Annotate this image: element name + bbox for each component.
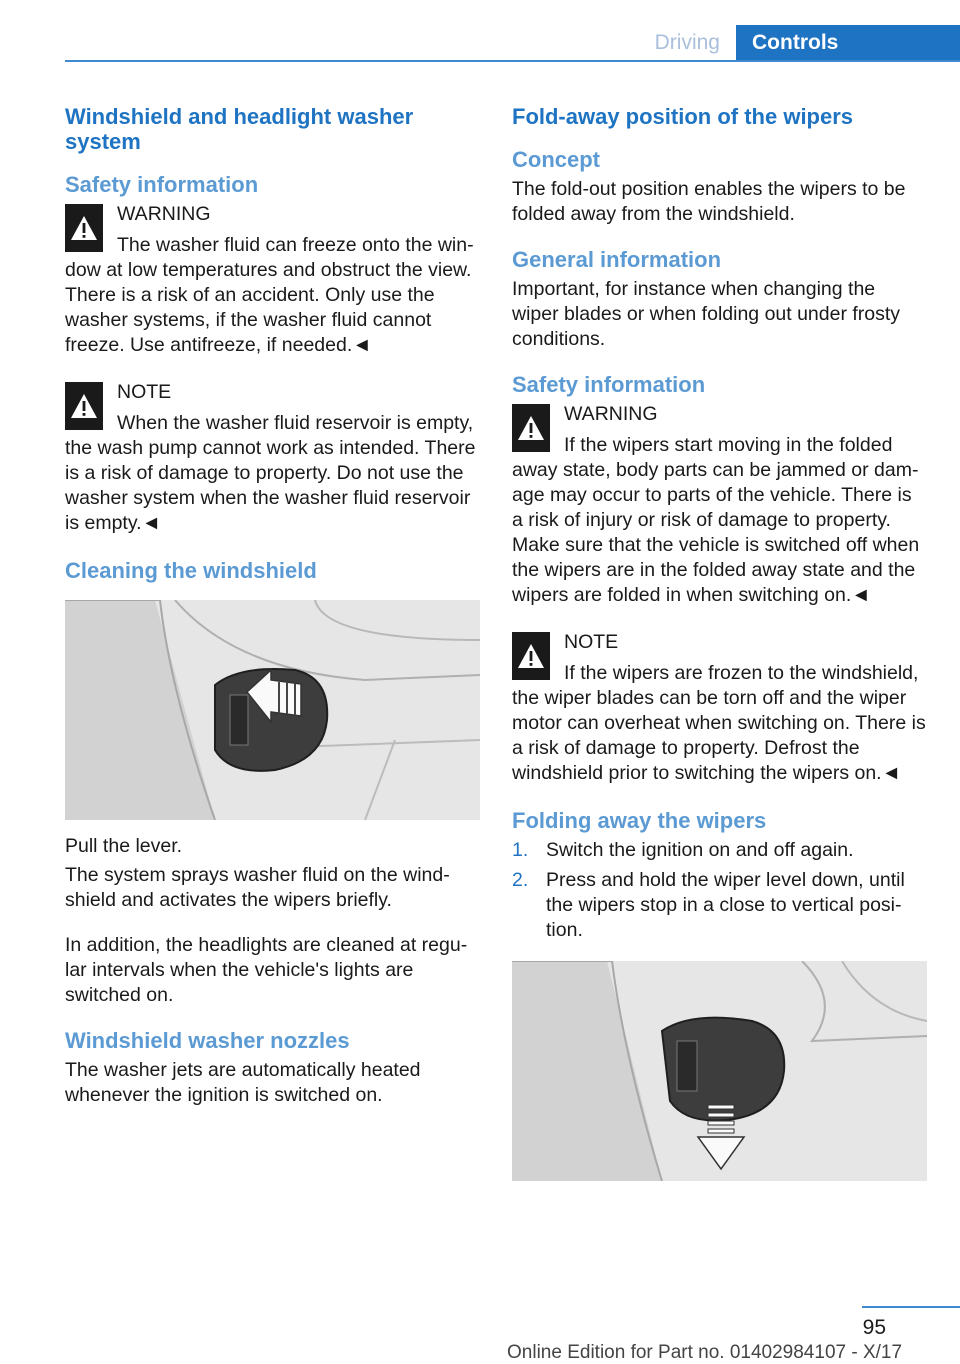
general-text: Important, for instance when changing the wiper blades or when folding out under frosty conditions. bbox=[512, 278, 901, 350]
left-column bbox=[65, 104, 480, 1120]
heading-general-information: General information bbox=[512, 247, 722, 272]
note-text: If the wipers are frozen to the windshield, the wiper blades can be torn off and the wiper motor can overheat when switching on. There is a risk of damage to property. Defrost the windshield prior to switching the wipers on.◄ bbox=[512, 662, 926, 784]
step-text: Press and hold the wiper level down, until the wipers stop in a close to vertical posi-tion. bbox=[546, 869, 905, 941]
note-box-right bbox=[512, 630, 927, 786]
wiper-lever-down-illustration bbox=[512, 961, 927, 1181]
header-rule bbox=[65, 60, 960, 62]
list-item bbox=[512, 868, 927, 943]
page-header bbox=[622, 25, 960, 61]
heading-washer-nozzles: Windshield washer nozzles bbox=[65, 1028, 350, 1053]
warning-box bbox=[65, 202, 480, 358]
header-chapter-controls: Controls bbox=[736, 25, 960, 61]
nozzles-text: The washer jets are automatically heated whenever the ignition is switched on. bbox=[65, 1059, 421, 1106]
sprays-text: The system sprays washer fluid on the wind-shield and activates the wipers briefly. bbox=[65, 864, 450, 911]
warning-triangle-icon bbox=[65, 204, 103, 252]
footer-rule bbox=[862, 1306, 960, 1308]
list-item bbox=[512, 838, 927, 863]
warning-text: If the wipers start moving in the folded away state, body parts can be jammed or dam-age may occur to parts of the vehicle. There is a risk of injury or risk of damage to property. Make sure that the vehicle is switched off when the wipers are in the folded away state and the wipers are folded in when switching on.◄ bbox=[512, 434, 920, 606]
folding-steps-list bbox=[512, 838, 927, 943]
warning-label: WARNING bbox=[564, 403, 658, 425]
warning-label: WARNING bbox=[117, 203, 211, 225]
step-number: 2. bbox=[512, 869, 529, 891]
note-label: NOTE bbox=[564, 631, 619, 653]
heading-folding-away: Folding away the wipers bbox=[512, 808, 767, 833]
warning-text: The washer fluid can freeze onto the win-dow at low temperatures and obstruct the view. There is a risk of an accident. Only use the washer systems, if the washer fluid cannot freeze. Use antifreeze, if needed.◄ bbox=[65, 234, 474, 356]
section-title-washer: Windshield and headlight washer system bbox=[65, 104, 414, 154]
edition-text: Online Edition for Part no. 01402984107 - X/17 bbox=[507, 1342, 903, 1363]
pull-lever-text: Pull the lever. bbox=[65, 835, 183, 857]
concept-text: The fold-out position enables the wipers to be folded away from the windshield. bbox=[512, 178, 906, 225]
right-column bbox=[512, 104, 927, 1195]
headlights-text: In addition, the headlights are cleaned at regu-lar intervals when the vehicle's lights are switched on. bbox=[65, 934, 468, 1006]
note-box bbox=[65, 380, 480, 536]
heading-safety-information: Safety information bbox=[65, 172, 259, 197]
heading-concept: Concept bbox=[512, 147, 600, 172]
note-text: When the washer fluid reservoir is empty, the wash pump cannot work as intended. There is a risk of damage to property. Do not use the washer system when the washer fluid reservoir is empty.◄ bbox=[65, 412, 476, 534]
heading-safety-information-right: Safety information bbox=[512, 372, 706, 397]
note-triangle-icon bbox=[512, 632, 550, 680]
header-section-driving: Driving bbox=[654, 31, 720, 54]
wiper-lever-pull-illustration bbox=[65, 600, 480, 820]
step-text: Switch the ignition on and off again. bbox=[546, 839, 854, 861]
note-triangle-icon bbox=[65, 382, 103, 430]
section-title-fold-away: Fold-away position of the wipers bbox=[512, 104, 854, 129]
step-number: 1. bbox=[512, 839, 529, 861]
page-number: 95 bbox=[862, 1316, 886, 1339]
warning-box-right bbox=[512, 402, 927, 608]
heading-cleaning-windshield: Cleaning the windshield bbox=[65, 558, 317, 583]
note-label: NOTE bbox=[117, 381, 172, 403]
warning-triangle-icon bbox=[512, 404, 550, 452]
